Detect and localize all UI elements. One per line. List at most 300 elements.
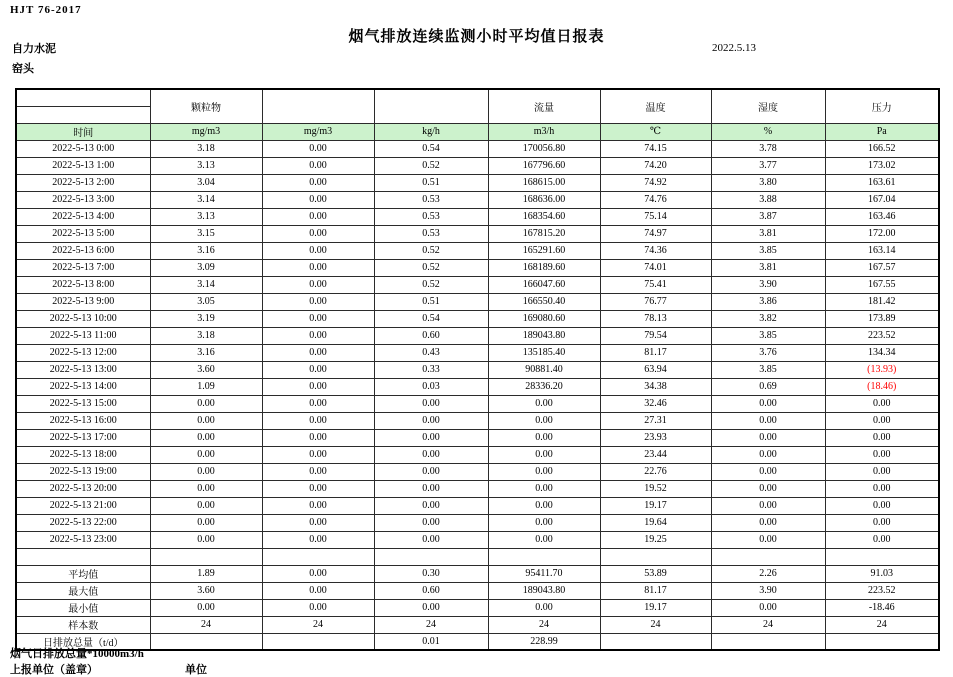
col-header-pressure: 压力	[825, 89, 939, 123]
value-cell: 3.90	[711, 276, 825, 293]
group-header-row	[16, 89, 939, 106]
col-header-empty-1	[262, 89, 374, 123]
footer-report-org: 上报单位（盖章）	[10, 664, 98, 676]
hourly-row	[16, 446, 939, 463]
value-cell: 0.00	[262, 412, 374, 429]
value-cell: 0.01	[374, 633, 488, 650]
value-cell: 74.15	[600, 140, 711, 157]
value-cell: 0.00	[374, 497, 488, 514]
value-cell: 172.00	[825, 225, 939, 242]
report-date: 2022.5.13	[712, 42, 756, 54]
value-cell: 23.44	[600, 446, 711, 463]
value-cell: 24	[825, 616, 939, 633]
value-cell: -18.46	[825, 599, 939, 616]
col-header-empty-2	[374, 89, 488, 123]
summary-label: 最小值	[16, 599, 150, 616]
col-header-temp: 温度	[600, 89, 711, 123]
hourly-row	[16, 395, 939, 412]
value-cell: 0.00	[262, 361, 374, 378]
value-cell: 0.00	[262, 497, 374, 514]
value-cell	[711, 633, 825, 650]
value-cell: 0.53	[374, 208, 488, 225]
value-cell: 167815.20	[488, 225, 600, 242]
summary-label: 最大值	[16, 582, 150, 599]
value-cell: 3.18	[150, 327, 262, 344]
value-cell: 0.00	[488, 395, 600, 412]
standard-code: HJT 76-2017	[10, 4, 82, 16]
value-cell: 90881.40	[488, 361, 600, 378]
value-cell: 0.00	[374, 446, 488, 463]
value-cell: 3.76	[711, 344, 825, 361]
value-cell: 0.00	[374, 480, 488, 497]
value-cell: 167.57	[825, 259, 939, 276]
value-cell: 23.93	[600, 429, 711, 446]
hourly-rows	[16, 140, 939, 650]
summary-row	[16, 582, 939, 599]
value-cell	[600, 633, 711, 650]
value-cell: 0.00	[488, 514, 600, 531]
value-cell: 24	[488, 616, 600, 633]
corner-cell-bottom	[16, 106, 150, 123]
value-cell: 95411.70	[488, 565, 600, 582]
value-cell: 223.52	[825, 582, 939, 599]
value-cell: 0.00	[262, 259, 374, 276]
value-cell: 0.00	[711, 497, 825, 514]
value-cell: 0.43	[374, 344, 488, 361]
value-cell: 168636.00	[488, 191, 600, 208]
col-header-flow: 流量	[488, 89, 600, 123]
value-cell: 166550.40	[488, 293, 600, 310]
value-cell: 74.76	[600, 191, 711, 208]
footer-unit-label: 单位	[185, 664, 207, 676]
col-header-time: 时间	[16, 123, 150, 140]
corner-cell-top	[16, 89, 150, 106]
value-cell: 166.52	[825, 140, 939, 157]
value-cell: 0.00	[488, 480, 600, 497]
value-cell	[262, 633, 374, 650]
value-cell: 3.87	[711, 208, 825, 225]
hourly-row	[16, 174, 939, 191]
value-cell: 19.52	[600, 480, 711, 497]
time-cell: 2022-5-13 21:00	[16, 497, 150, 514]
value-cell: 0.54	[374, 310, 488, 327]
value-cell: 0.00	[488, 412, 600, 429]
value-cell: 3.81	[711, 259, 825, 276]
value-cell: 0.00	[825, 429, 939, 446]
time-cell: 2022-5-13 10:00	[16, 310, 150, 327]
value-cell: 0.00	[262, 293, 374, 310]
value-cell: 24	[150, 616, 262, 633]
value-cell: 74.20	[600, 157, 711, 174]
value-cell: 0.00	[825, 463, 939, 480]
value-cell: 3.04	[150, 174, 262, 191]
value-cell: 168354.60	[488, 208, 600, 225]
value-cell: 0.00	[825, 531, 939, 548]
value-cell: 3.77	[711, 157, 825, 174]
value-cell: 27.31	[600, 412, 711, 429]
unit-cell: mg/m3	[262, 123, 374, 140]
value-cell: 0.00	[262, 395, 374, 412]
value-cell: 0.00	[711, 395, 825, 412]
value-cell: 0.00	[262, 310, 374, 327]
value-cell: 0.00	[150, 599, 262, 616]
value-cell: 0.00	[374, 599, 488, 616]
value-cell: 0.54	[374, 140, 488, 157]
value-cell: 0.69	[711, 378, 825, 395]
empty-cell	[488, 548, 600, 565]
time-cell: 2022-5-13 13:00	[16, 361, 150, 378]
value-cell: 173.02	[825, 157, 939, 174]
value-cell: 0.00	[711, 480, 825, 497]
unit-row	[16, 123, 939, 140]
page-title: 烟气排放连续监测小时平均值日报表	[348, 29, 605, 45]
empty-cell	[16, 548, 150, 565]
hourly-row	[16, 293, 939, 310]
value-cell: 163.61	[825, 174, 939, 191]
value-cell: 0.51	[374, 293, 488, 310]
hourly-row	[16, 191, 939, 208]
value-cell: 74.01	[600, 259, 711, 276]
time-cell: 2022-5-13 2:00	[16, 174, 150, 191]
value-cell: 0.00	[262, 344, 374, 361]
value-cell: 0.03	[374, 378, 488, 395]
time-cell: 2022-5-13 7:00	[16, 259, 150, 276]
value-cell: 0.00	[262, 446, 374, 463]
value-cell: 0.00	[374, 429, 488, 446]
value-cell: 0.00	[262, 225, 374, 242]
value-cell: 0.00	[488, 463, 600, 480]
value-cell: 75.41	[600, 276, 711, 293]
time-cell: 2022-5-13 9:00	[16, 293, 150, 310]
value-cell: 0.52	[374, 157, 488, 174]
value-cell: 167.55	[825, 276, 939, 293]
value-cell: 168189.60	[488, 259, 600, 276]
summary-label: 日排放总量（t/d）	[16, 633, 150, 650]
value-cell: 168615.00	[488, 174, 600, 191]
value-cell: 3.13	[150, 208, 262, 225]
value-cell: 0.00	[150, 446, 262, 463]
hourly-row	[16, 378, 939, 395]
value-cell: 78.13	[600, 310, 711, 327]
value-cell: 0.00	[262, 480, 374, 497]
hourly-row	[16, 463, 939, 480]
col-header-pm: 颗粒物	[150, 89, 262, 123]
hourly-row	[16, 344, 939, 361]
empty-cell	[825, 548, 939, 565]
value-cell: 0.00	[150, 480, 262, 497]
footer-note: 烟气日排放总量*10000m3/h	[10, 648, 144, 660]
value-cell: 223.52	[825, 327, 939, 344]
unit-cell: ℃	[600, 123, 711, 140]
col-header-humidity: 湿度	[711, 89, 825, 123]
value-cell: 0.52	[374, 276, 488, 293]
value-cell: 167.04	[825, 191, 939, 208]
hourly-row	[16, 327, 939, 344]
value-cell: 189043.80	[488, 582, 600, 599]
time-cell: 2022-5-13 5:00	[16, 225, 150, 242]
value-cell: 0.00	[711, 412, 825, 429]
summary-label: 样本数	[16, 616, 150, 633]
hourly-row	[16, 531, 939, 548]
value-cell: 0.00	[262, 599, 374, 616]
value-cell: 3.90	[711, 582, 825, 599]
time-cell: 2022-5-13 3:00	[16, 191, 150, 208]
value-cell: 0.00	[262, 531, 374, 548]
value-cell: 3.85	[711, 361, 825, 378]
value-cell: 163.46	[825, 208, 939, 225]
empty-cell	[600, 548, 711, 565]
value-cell: 24	[262, 616, 374, 633]
value-cell: 0.00	[150, 463, 262, 480]
value-cell: 0.00	[711, 531, 825, 548]
value-cell: 0.00	[825, 514, 939, 531]
time-cell: 2022-5-13 0:00	[16, 140, 150, 157]
value-cell: 0.60	[374, 582, 488, 599]
hourly-row	[16, 429, 939, 446]
hourly-row	[16, 361, 939, 378]
value-cell: 0.00	[150, 514, 262, 531]
unit-cell: m3/h	[488, 123, 600, 140]
value-cell: 0.00	[262, 191, 374, 208]
value-cell: 81.17	[600, 582, 711, 599]
value-cell: 189043.80	[488, 327, 600, 344]
value-cell: 0.52	[374, 259, 488, 276]
hourly-row	[16, 225, 939, 242]
value-cell: 0.00	[825, 412, 939, 429]
value-cell: 0.00	[374, 463, 488, 480]
value-cell: 3.16	[150, 344, 262, 361]
value-cell: 0.00	[488, 429, 600, 446]
value-cell: 0.00	[488, 599, 600, 616]
value-cell: 79.54	[600, 327, 711, 344]
value-cell: 0.00	[262, 565, 374, 582]
hourly-row	[16, 140, 939, 157]
report-table	[15, 88, 940, 651]
value-cell: 24	[374, 616, 488, 633]
empty-cell	[374, 548, 488, 565]
value-cell: 3.09	[150, 259, 262, 276]
company-name: 自力水泥	[12, 43, 56, 55]
value-cell: 3.14	[150, 191, 262, 208]
time-cell: 2022-5-13 17:00	[16, 429, 150, 446]
hourly-row	[16, 208, 939, 225]
summary-label: 平均值	[16, 565, 150, 582]
hourly-row	[16, 497, 939, 514]
value-cell: 19.64	[600, 514, 711, 531]
empty-cell	[262, 548, 374, 565]
spacer-row	[16, 548, 939, 565]
value-cell: 3.86	[711, 293, 825, 310]
value-cell: 0.00	[262, 582, 374, 599]
value-cell: 0.00	[825, 395, 939, 412]
summary-row	[16, 599, 939, 616]
time-cell: 2022-5-13 12:00	[16, 344, 150, 361]
value-cell: 0.00	[262, 276, 374, 293]
empty-cell	[150, 548, 262, 565]
value-cell: 3.85	[711, 242, 825, 259]
value-cell: 3.60	[150, 582, 262, 599]
value-cell: 0.00	[262, 378, 374, 395]
value-cell: 0.00	[374, 412, 488, 429]
value-cell: 3.85	[711, 327, 825, 344]
value-cell: 3.81	[711, 225, 825, 242]
value-cell: 32.46	[600, 395, 711, 412]
value-cell: 0.33	[374, 361, 488, 378]
value-cell: 24	[600, 616, 711, 633]
time-cell: 2022-5-13 22:00	[16, 514, 150, 531]
value-cell: 134.34	[825, 344, 939, 361]
value-cell: 28336.20	[488, 378, 600, 395]
value-cell: 169080.60	[488, 310, 600, 327]
value-cell: 76.77	[600, 293, 711, 310]
value-cell: 22.76	[600, 463, 711, 480]
value-cell: 74.36	[600, 242, 711, 259]
time-cell: 2022-5-13 20:00	[16, 480, 150, 497]
value-cell: 0.00	[262, 463, 374, 480]
value-cell: 3.13	[150, 157, 262, 174]
time-cell: 2022-5-13 23:00	[16, 531, 150, 548]
value-cell: 19.17	[600, 497, 711, 514]
summary-row	[16, 565, 939, 582]
time-cell: 2022-5-13 14:00	[16, 378, 150, 395]
value-cell: 0.30	[374, 565, 488, 582]
time-cell: 2022-5-13 11:00	[16, 327, 150, 344]
table-head-rows	[16, 89, 939, 140]
value-cell: 19.25	[600, 531, 711, 548]
value-cell: 53.89	[600, 565, 711, 582]
unit-cell: Pa	[825, 123, 939, 140]
value-cell: 166047.60	[488, 276, 600, 293]
value-cell: 0.00	[711, 514, 825, 531]
value-cell: 0.00	[711, 463, 825, 480]
value-cell: 3.60	[150, 361, 262, 378]
value-cell: 0.00	[262, 327, 374, 344]
value-cell: 0.00	[262, 514, 374, 531]
value-cell: 173.89	[825, 310, 939, 327]
value-cell: (18.46)	[825, 378, 939, 395]
unit-cell: %	[711, 123, 825, 140]
value-cell: 0.00	[374, 531, 488, 548]
value-cell: 3.80	[711, 174, 825, 191]
hourly-row	[16, 157, 939, 174]
value-cell: 0.52	[374, 242, 488, 259]
value-cell: 0.00	[262, 140, 374, 157]
value-cell: 167796.60	[488, 157, 600, 174]
summary-row	[16, 633, 939, 650]
value-cell: 3.14	[150, 276, 262, 293]
value-cell: 0.00	[711, 429, 825, 446]
value-cell: 0.53	[374, 191, 488, 208]
value-cell: 165291.60	[488, 242, 600, 259]
value-cell: 81.17	[600, 344, 711, 361]
value-cell: 0.00	[374, 514, 488, 531]
value-cell: 2.26	[711, 565, 825, 582]
value-cell: 135185.40	[488, 344, 600, 361]
hourly-row	[16, 276, 939, 293]
value-cell: 3.78	[711, 140, 825, 157]
value-cell: 0.60	[374, 327, 488, 344]
value-cell: 1.89	[150, 565, 262, 582]
value-cell: 0.00	[150, 531, 262, 548]
value-cell: 0.00	[711, 446, 825, 463]
value-cell: 181.42	[825, 293, 939, 310]
hourly-row	[16, 514, 939, 531]
value-cell: 0.00	[488, 497, 600, 514]
value-cell: 0.51	[374, 174, 488, 191]
time-cell: 2022-5-13 6:00	[16, 242, 150, 259]
summary-row	[16, 616, 939, 633]
value-cell: 0.00	[262, 429, 374, 446]
time-cell: 2022-5-13 1:00	[16, 157, 150, 174]
value-cell: (13.93)	[825, 361, 939, 378]
value-cell: 0.00	[262, 208, 374, 225]
unit-cell: kg/h	[374, 123, 488, 140]
value-cell	[150, 633, 262, 650]
value-cell: 0.00	[825, 497, 939, 514]
value-cell: 91.03	[825, 565, 939, 582]
value-cell: 0.00	[262, 157, 374, 174]
hourly-row	[16, 412, 939, 429]
value-cell: 170056.80	[488, 140, 600, 157]
value-cell: 0.00	[150, 412, 262, 429]
time-cell: 2022-5-13 8:00	[16, 276, 150, 293]
value-cell: 0.00	[488, 531, 600, 548]
time-cell: 2022-5-13 15:00	[16, 395, 150, 412]
value-cell: 3.15	[150, 225, 262, 242]
value-cell: 3.05	[150, 293, 262, 310]
hourly-row	[16, 310, 939, 327]
hourly-row	[16, 259, 939, 276]
value-cell: 0.00	[262, 242, 374, 259]
value-cell: 19.17	[600, 599, 711, 616]
value-cell: 75.14	[600, 208, 711, 225]
hourly-row	[16, 242, 939, 259]
value-cell: 0.00	[150, 395, 262, 412]
time-cell: 2022-5-13 19:00	[16, 463, 150, 480]
time-cell: 2022-5-13 18:00	[16, 446, 150, 463]
time-cell: 2022-5-13 4:00	[16, 208, 150, 225]
value-cell: 0.53	[374, 225, 488, 242]
value-cell: 3.82	[711, 310, 825, 327]
value-cell: 0.00	[488, 446, 600, 463]
value-cell: 74.92	[600, 174, 711, 191]
value-cell	[825, 633, 939, 650]
value-cell: 0.00	[262, 174, 374, 191]
value-cell: 63.94	[600, 361, 711, 378]
empty-cell	[711, 548, 825, 565]
value-cell: 0.00	[825, 446, 939, 463]
value-cell: 0.00	[825, 480, 939, 497]
value-cell: 0.00	[711, 599, 825, 616]
value-cell: 163.14	[825, 242, 939, 259]
value-cell: 74.97	[600, 225, 711, 242]
value-cell: 3.16	[150, 242, 262, 259]
value-cell: 3.19	[150, 310, 262, 327]
value-cell: 3.18	[150, 140, 262, 157]
value-cell: 24	[711, 616, 825, 633]
value-cell: 0.00	[150, 497, 262, 514]
value-cell: 0.00	[374, 395, 488, 412]
time-cell: 2022-5-13 16:00	[16, 412, 150, 429]
value-cell: 1.09	[150, 378, 262, 395]
value-cell: 3.88	[711, 191, 825, 208]
location-name: 窑头	[12, 63, 34, 75]
value-cell: 228.99	[488, 633, 600, 650]
value-cell: 0.00	[150, 429, 262, 446]
value-cell: 34.38	[600, 378, 711, 395]
hourly-row	[16, 480, 939, 497]
unit-cell: mg/m3	[150, 123, 262, 140]
